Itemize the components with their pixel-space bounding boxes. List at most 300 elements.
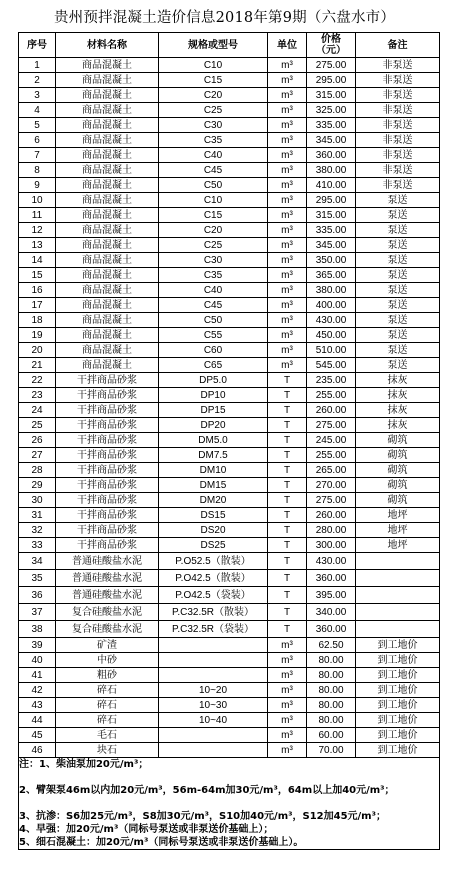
note-3: 3、抗渗：S6加25元/m³，S8加30元/m³，S10加40元/m³，S12加45元/m³；: [19, 811, 386, 822]
cell-no: 45: [19, 728, 56, 743]
cell-no: 20: [19, 343, 56, 358]
table-body: [19, 58, 440, 758]
header-row: [19, 33, 440, 58]
table-row: [19, 388, 440, 403]
cell-spec: DM5.0: [159, 433, 268, 448]
cell-spec: C50: [159, 313, 268, 328]
cell-spec: C10: [159, 58, 268, 73]
cell-spec: C25: [159, 238, 268, 253]
cell-price: 260.00: [307, 508, 356, 523]
note-2: 2、臂架泵46m以内加20元/m³，56m-64m加30元/m³，64m以上加40元/m³；: [19, 785, 395, 796]
cell-unit: m³: [268, 193, 307, 208]
cell-note: 非泵送: [356, 103, 440, 118]
table-row: [19, 448, 440, 463]
cell-note: 泵送: [356, 253, 440, 268]
table-row: [19, 653, 440, 668]
cell-name: 干拌商品砂浆: [56, 523, 159, 538]
cell-price: 70.00: [307, 743, 356, 758]
cell-no: 11: [19, 208, 56, 223]
cell-note: 泵送: [356, 208, 440, 223]
cell-price: 345.00: [307, 133, 356, 148]
table-row: [19, 163, 440, 178]
cell-note: 泵送: [356, 238, 440, 253]
cell-no: 41: [19, 668, 56, 683]
cell-spec: C45: [159, 163, 268, 178]
cell-price: 325.00: [307, 103, 356, 118]
cell-spec: C35: [159, 268, 268, 283]
cell-note: [356, 621, 440, 638]
cell-unit: m³: [268, 208, 307, 223]
cell-name: 商品混凝土: [56, 163, 159, 178]
cell-note: 到工地价: [356, 653, 440, 668]
cell-name: 普通硅酸盐水泥: [56, 553, 159, 570]
cell-name: 商品混凝土: [56, 283, 159, 298]
cell-unit: m³: [268, 343, 307, 358]
cell-unit: m³: [268, 73, 307, 88]
cell-unit: m³: [268, 238, 307, 253]
header-price-line2: （元）: [316, 45, 346, 56]
table-row: [19, 538, 440, 553]
cell-price: 60.00: [307, 728, 356, 743]
cell-unit: T: [268, 621, 307, 638]
cell-note: [356, 604, 440, 621]
cell-name: 碎石: [56, 683, 159, 698]
cell-name: 商品混凝土: [56, 58, 159, 73]
cell-price: 350.00: [307, 253, 356, 268]
cell-spec: P.O42.5（散装）: [159, 570, 268, 587]
header-spec: 规格或型号: [159, 33, 268, 58]
cell-spec: C20: [159, 88, 268, 103]
table-row: [19, 508, 440, 523]
cell-spec: C35: [159, 133, 268, 148]
cell-no: 22: [19, 373, 56, 388]
table-row: [19, 238, 440, 253]
cell-spec: DS25: [159, 538, 268, 553]
cell-price: 300.00: [307, 538, 356, 553]
cell-unit: T: [268, 538, 307, 553]
cell-unit: m³: [268, 58, 307, 73]
cell-no: 27: [19, 448, 56, 463]
cell-note: [356, 587, 440, 604]
cell-note: 泵送: [356, 268, 440, 283]
cell-unit: m³: [268, 148, 307, 163]
cell-no: 43: [19, 698, 56, 713]
cell-name: 干拌商品砂浆: [56, 403, 159, 418]
cell-no: 31: [19, 508, 56, 523]
cell-note: 非泵送: [356, 163, 440, 178]
cell-price: 360.00: [307, 148, 356, 163]
cell-name: 矿渣: [56, 638, 159, 653]
cell-name: 干拌商品砂浆: [56, 478, 159, 493]
cell-note: 砌筑: [356, 433, 440, 448]
cell-note: 砌筑: [356, 478, 440, 493]
cell-name: 干拌商品砂浆: [56, 538, 159, 553]
cell-price: 275.00: [307, 418, 356, 433]
cell-unit: T: [268, 403, 307, 418]
cell-no: 3: [19, 88, 56, 103]
cell-price: 245.00: [307, 433, 356, 448]
cell-note: 泵送: [356, 358, 440, 373]
cell-unit: T: [268, 604, 307, 621]
note-1: 注：1、柴油泵加20元/m³；: [19, 759, 149, 770]
cell-note: 非泵送: [356, 178, 440, 193]
cell-name: 干拌商品砂浆: [56, 418, 159, 433]
cell-spec: [159, 728, 268, 743]
cell-note: 地坪: [356, 508, 440, 523]
cell-price: 400.00: [307, 298, 356, 313]
cell-note: 砌筑: [356, 448, 440, 463]
cell-note: 到工地价: [356, 728, 440, 743]
cell-note: 非泵送: [356, 58, 440, 73]
cell-spec: DS15: [159, 508, 268, 523]
cell-name: 粗砂: [56, 668, 159, 683]
cell-no: 36: [19, 587, 56, 604]
cell-name: 块石: [56, 743, 159, 758]
cell-name: 商品混凝土: [56, 268, 159, 283]
cell-unit: m³: [268, 163, 307, 178]
cell-spec: P.C32.5R（散装）: [159, 604, 268, 621]
cell-name: 商品混凝土: [56, 253, 159, 268]
cell-spec: DP10: [159, 388, 268, 403]
cell-unit: m³: [268, 328, 307, 343]
cell-unit: m³: [268, 103, 307, 118]
cell-note: 地坪: [356, 523, 440, 538]
cell-spec: C60: [159, 343, 268, 358]
table-row: [19, 523, 440, 538]
cell-name: 商品混凝土: [56, 298, 159, 313]
cell-price: 430.00: [307, 313, 356, 328]
cell-note: 泵送: [356, 223, 440, 238]
cell-spec: DP15: [159, 403, 268, 418]
table-row: [19, 418, 440, 433]
cell-price: 380.00: [307, 163, 356, 178]
table-row: [19, 373, 440, 388]
cell-unit: T: [268, 508, 307, 523]
cell-spec: C40: [159, 283, 268, 298]
cell-spec: C25: [159, 103, 268, 118]
cell-unit: m³: [268, 358, 307, 373]
table-row: [19, 493, 440, 508]
cell-spec: P.C32.5R（袋装）: [159, 621, 268, 638]
cell-no: 37: [19, 604, 56, 621]
table-row: [19, 713, 440, 728]
cell-no: 18: [19, 313, 56, 328]
cell-note: 抹灰: [356, 418, 440, 433]
cell-unit: m³: [268, 253, 307, 268]
cell-unit: m³: [268, 728, 307, 743]
cell-unit: T: [268, 373, 307, 388]
table-row: [19, 253, 440, 268]
header-unit: 单位: [268, 33, 307, 58]
cell-name: 商品混凝土: [56, 88, 159, 103]
table-row: [19, 313, 440, 328]
cell-price: 62.50: [307, 638, 356, 653]
table-row: [19, 743, 440, 758]
notes-cell: [19, 758, 440, 850]
table-row: [19, 223, 440, 238]
cell-name: 商品混凝土: [56, 238, 159, 253]
cell-price: 315.00: [307, 88, 356, 103]
cell-no: 19: [19, 328, 56, 343]
table-row: [19, 728, 440, 743]
cell-note: 地坪: [356, 538, 440, 553]
cell-unit: T: [268, 448, 307, 463]
cell-price: 395.00: [307, 587, 356, 604]
table-row: [19, 621, 440, 638]
cell-spec: C45: [159, 298, 268, 313]
cell-spec: DS20: [159, 523, 268, 538]
header-price: [307, 33, 356, 58]
table-row: [19, 433, 440, 448]
cell-no: 32: [19, 523, 56, 538]
cell-spec: DP20: [159, 418, 268, 433]
cell-spec: DM10: [159, 463, 268, 478]
cell-price: 235.00: [307, 373, 356, 388]
cell-name: 普通硅酸盐水泥: [56, 570, 159, 587]
table-row: [19, 193, 440, 208]
cell-note: 到工地价: [356, 698, 440, 713]
cell-name: 商品混凝土: [56, 178, 159, 193]
cell-price: 295.00: [307, 73, 356, 88]
cell-unit: T: [268, 463, 307, 478]
cell-unit: m³: [268, 283, 307, 298]
cell-price: 255.00: [307, 448, 356, 463]
cell-note: 非泵送: [356, 73, 440, 88]
cell-spec: C50: [159, 178, 268, 193]
cell-name: 商品混凝土: [56, 223, 159, 238]
table-row: [19, 88, 440, 103]
cell-price: 450.00: [307, 328, 356, 343]
cell-price: 255.00: [307, 388, 356, 403]
cell-unit: T: [268, 478, 307, 493]
cell-no: 13: [19, 238, 56, 253]
cell-price: 335.00: [307, 118, 356, 133]
cell-no: 14: [19, 253, 56, 268]
header-note: 备注: [356, 33, 440, 58]
cell-note: 泵送: [356, 283, 440, 298]
cell-no: 40: [19, 653, 56, 668]
cell-price: 380.00: [307, 283, 356, 298]
cell-note: 砌筑: [356, 463, 440, 478]
cell-note: 泵送: [356, 193, 440, 208]
cell-price: 365.00: [307, 268, 356, 283]
cell-no: 39: [19, 638, 56, 653]
cell-price: 275.00: [307, 493, 356, 508]
cell-price: 410.00: [307, 178, 356, 193]
cell-spec: C30: [159, 118, 268, 133]
table-row: [19, 178, 440, 193]
cell-name: 商品混凝土: [56, 133, 159, 148]
cell-no: 12: [19, 223, 56, 238]
table-row: [19, 118, 440, 133]
cell-unit: m³: [268, 133, 307, 148]
cell-unit: T: [268, 433, 307, 448]
cell-name: 商品混凝土: [56, 328, 159, 343]
table-row: [19, 478, 440, 493]
cell-note: [356, 570, 440, 587]
cell-no: 28: [19, 463, 56, 478]
cell-spec: [159, 743, 268, 758]
cell-unit: m³: [268, 668, 307, 683]
table-row: [19, 268, 440, 283]
cell-spec: [159, 638, 268, 653]
cell-spec: [159, 668, 268, 683]
cell-unit: m³: [268, 268, 307, 283]
cell-price: 80.00: [307, 698, 356, 713]
cell-unit: m³: [268, 178, 307, 193]
cell-price: 335.00: [307, 223, 356, 238]
cell-unit: m³: [268, 313, 307, 328]
cell-no: 5: [19, 118, 56, 133]
cell-no: 10: [19, 193, 56, 208]
cell-no: 9: [19, 178, 56, 193]
cell-spec: C65: [159, 358, 268, 373]
cell-unit: m³: [268, 298, 307, 313]
table-row: [19, 133, 440, 148]
cell-price: 295.00: [307, 193, 356, 208]
header-no: 序号: [19, 33, 56, 58]
cell-price: 265.00: [307, 463, 356, 478]
cell-no: 1: [19, 58, 56, 73]
cell-name: 商品混凝土: [56, 313, 159, 328]
cell-name: 商品混凝土: [56, 148, 159, 163]
cell-price: 315.00: [307, 208, 356, 223]
cell-note: 抹灰: [356, 373, 440, 388]
cell-no: 17: [19, 298, 56, 313]
cell-name: 干拌商品砂浆: [56, 373, 159, 388]
table-row: [19, 553, 440, 570]
header-price-line1: 价格: [321, 34, 341, 45]
cell-no: 30: [19, 493, 56, 508]
cell-unit: m³: [268, 223, 307, 238]
cell-note: 到工地价: [356, 638, 440, 653]
cell-price: 270.00: [307, 478, 356, 493]
cell-spec: P.O42.5（袋装）: [159, 587, 268, 604]
cell-unit: T: [268, 523, 307, 538]
table-row: [19, 683, 440, 698]
cell-unit: T: [268, 388, 307, 403]
cell-name: 商品混凝土: [56, 73, 159, 88]
cell-name: 商品混凝土: [56, 343, 159, 358]
cell-unit: m³: [268, 698, 307, 713]
cell-name: 碎石: [56, 713, 159, 728]
cell-spec: DM7.5: [159, 448, 268, 463]
cell-note: 抹灰: [356, 388, 440, 403]
cell-price: 510.00: [307, 343, 356, 358]
cell-name: 干拌商品砂浆: [56, 463, 159, 478]
cell-spec: C20: [159, 223, 268, 238]
cell-no: 25: [19, 418, 56, 433]
cell-no: 46: [19, 743, 56, 758]
cell-spec: C30: [159, 253, 268, 268]
cell-no: 21: [19, 358, 56, 373]
cell-no: 42: [19, 683, 56, 698]
cell-no: 38: [19, 621, 56, 638]
table-row: [19, 638, 440, 653]
cell-name: 碎石: [56, 698, 159, 713]
cell-note: 泵送: [356, 313, 440, 328]
cell-no: 35: [19, 570, 56, 587]
cell-spec: C15: [159, 73, 268, 88]
cell-price: 80.00: [307, 713, 356, 728]
cell-price: 80.00: [307, 668, 356, 683]
cell-unit: m³: [268, 638, 307, 653]
cell-unit: T: [268, 570, 307, 587]
page-title: 贵州预拌混凝土造价信息2018年第9期（六盘水市）: [53, 10, 396, 26]
cell-price: 360.00: [307, 621, 356, 638]
cell-price: 80.00: [307, 653, 356, 668]
cell-no: 8: [19, 163, 56, 178]
cell-no: 34: [19, 553, 56, 570]
cell-price: 260.00: [307, 403, 356, 418]
cell-unit: m³: [268, 653, 307, 668]
cell-name: 干拌商品砂浆: [56, 508, 159, 523]
cell-note: 砌筑: [356, 493, 440, 508]
cell-unit: m³: [268, 743, 307, 758]
cell-unit: T: [268, 587, 307, 604]
table-row: [19, 58, 440, 73]
cell-price: 360.00: [307, 570, 356, 587]
notes-row: [19, 758, 440, 850]
cell-no: 29: [19, 478, 56, 493]
cell-no: 33: [19, 538, 56, 553]
cell-note: 到工地价: [356, 743, 440, 758]
table-row: [19, 283, 440, 298]
cell-name: 中砂: [56, 653, 159, 668]
note-4: 4、早强：加20元/m³（同标号泵送或非泵送价基础上）；: [19, 824, 274, 835]
cell-name: 复合硅酸盐水泥: [56, 604, 159, 621]
cell-no: 4: [19, 103, 56, 118]
cell-spec: C10: [159, 193, 268, 208]
table-row: [19, 148, 440, 163]
cell-no: 23: [19, 388, 56, 403]
cell-name: 商品混凝土: [56, 193, 159, 208]
cell-spec: DP5.0: [159, 373, 268, 388]
cell-name: 商品混凝土: [56, 358, 159, 373]
cell-name: 毛石: [56, 728, 159, 743]
cell-spec: 10~40: [159, 713, 268, 728]
cell-note: 非泵送: [356, 133, 440, 148]
cell-note: 到工地价: [356, 683, 440, 698]
cell-unit: m³: [268, 118, 307, 133]
price-table: [18, 32, 440, 850]
table-row: [19, 668, 440, 683]
table-row: [19, 208, 440, 223]
cell-name: 干拌商品砂浆: [56, 388, 159, 403]
cell-spec: DM20: [159, 493, 268, 508]
cell-name: 干拌商品砂浆: [56, 448, 159, 463]
table-row: [19, 358, 440, 373]
cell-spec: C15: [159, 208, 268, 223]
table-row: [19, 343, 440, 358]
cell-price: 340.00: [307, 604, 356, 621]
cell-spec: C40: [159, 148, 268, 163]
cell-unit: T: [268, 418, 307, 433]
table-row: [19, 403, 440, 418]
cell-note: 到工地价: [356, 713, 440, 728]
cell-spec: 10~20: [159, 683, 268, 698]
note-5: 5、细石混凝土：加20元/m³（同标号泵送或非泵送价基础上）。: [19, 837, 304, 848]
table-row: [19, 463, 440, 478]
cell-no: 24: [19, 403, 56, 418]
cell-price: 430.00: [307, 553, 356, 570]
table-row: [19, 103, 440, 118]
cell-unit: T: [268, 493, 307, 508]
cell-price: 545.00: [307, 358, 356, 373]
cell-note: 到工地价: [356, 668, 440, 683]
cell-no: 16: [19, 283, 56, 298]
cell-no: 44: [19, 713, 56, 728]
